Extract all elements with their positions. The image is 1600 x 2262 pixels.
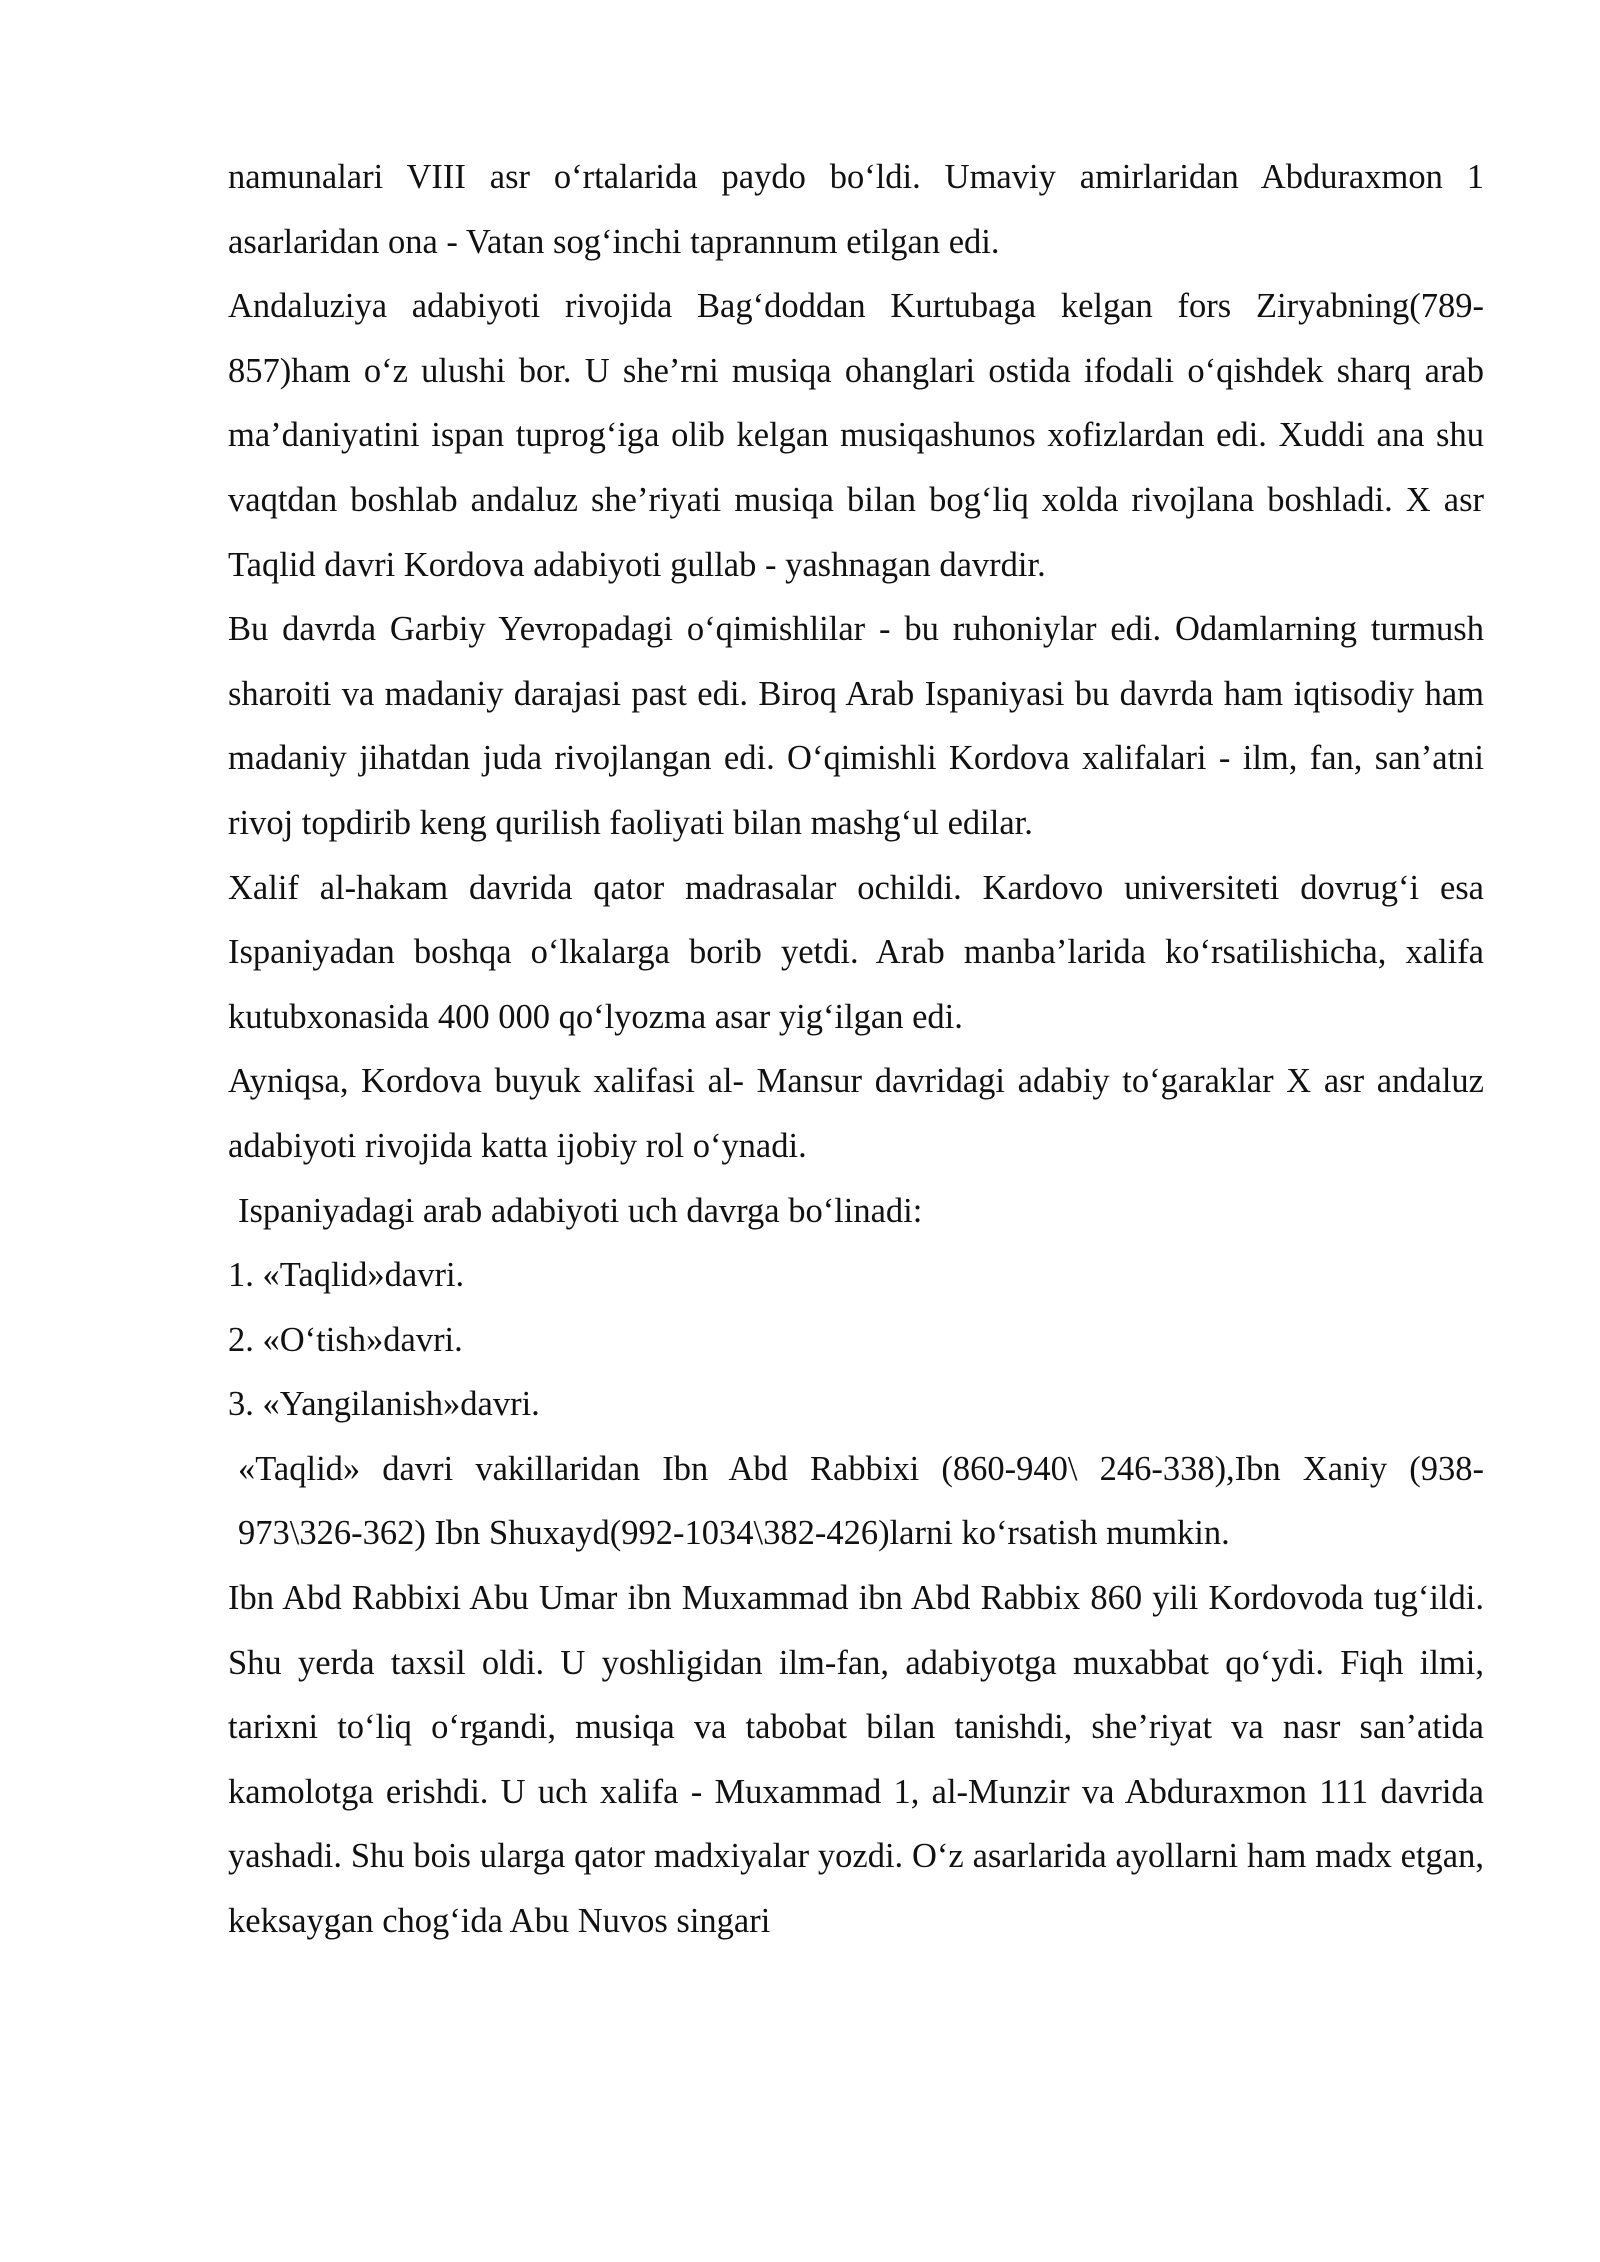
list-item-2: 2. «O‘tish»davri. [228,1320,463,1359]
list-item-3: 3. «Yangilanish»davri. [228,1385,540,1424]
paragraph-4: Xalif al-hakam davrida qator madrasalar ochildi. Kardovo universiteti dovrug‘i esa Ispaniyadan boshqa o‘lkalarga borib yetdi. Arab manba’larida ko‘rsatilishicha, xalifa kutubxonasida 400 000 qo‘lyozma asar yig‘ilgan edi. [228,868,1484,1036]
paragraph-6: «Taqlid» davri vakillaridan Ibn Abd Rabbixi (860-940\ 246-338),Ibn Xaniy (938-973\326-362) Ibn Shuxayd(992-1034\382-426)larni ko‘rsatish mumkin. [238,1449,1484,1553]
list-intro: Ispaniyadagi arab adabiyoti uch davrga bo‘linadi: [238,1191,923,1230]
document-body [228,145,1484,1954]
paragraph-5: Ayniqsa, Kordova buyuk xalifasi al- Mansur davridagi adabiy to‘garaklar X asr andaluz adabiyoti rivojida katta ijobiy rol o‘ynadi. [228,1062,1484,1165]
list-item-1: 1. «Taqlid»davri. [228,1256,465,1295]
paragraph-7: Ibn Abd Rabbixi Abu Umar ibn Muxammad ibn Abd Rabbix 860 yili Kordovoda tug‘ildi. Shu yerda taxsil oldi. U yoshligidan ilm-fan, adabiyotga muxabbat qo‘ydi. Fiqh ilmi, tarixni to‘liq o‘rgandi, musiqa va tabobat bilan tanishdi, she’riyat va nasr san’atida kamolotga erishdi. U uch xalifa - Muxammad 1, al-Munzir va Abduraxmon 111 davrida yashadi. Shu bois ularga qator madxiyalar yozdi. O‘z asarlarida ayollarni ham madx etgan, keksaygan chog‘ida Abu Nuvos singari [228,1579,1484,1941]
paragraph-3: Bu davrda Garbiy Yevropadagi o‘qimishlilar - bu ruhoniylar edi. Odamlarning turmush sharoiti va madaniy darajasi past edi. Biroq Arab Ispaniyasi bu davrda ham iqtisodiy ham madaniy jihatdan juda rivojlangan edi. O‘qimishli Kordova xalifalari - ilm, fan, san’atni rivoj topdirib keng qurilish faoliyati bilan mashg‘ul edilar. [228,610,1484,842]
paragraph-2: Andaluziya adabiyoti rivojida Bag‘doddan Kurtubaga kelgan fors Ziryabning(789-857)ham o‘z ulushi bor. U she’rni musiqa ohanglari ostida ifodali o‘qishdek sharq arab ma’daniyatini ispan tuprog‘iga olib kelgan musiqashunos xofizlardan edi. Xuddi ana shu vaqtdan boshlab andaluz she’riyati musiqa bilan bog‘liq xolda rivojlana boshladi. X asr Taqlid davri Kordova adabiyoti gullab - yashnagan davrdir. [228,287,1484,584]
paragraph-1: namunalari VIII asr o‘rtalarida paydo bo‘ldi. Umaviy amirlaridan Abduraxmon 1 asarlaridan ona - Vatan sog‘inchi taprannum etilgan edi. [228,158,1484,261]
